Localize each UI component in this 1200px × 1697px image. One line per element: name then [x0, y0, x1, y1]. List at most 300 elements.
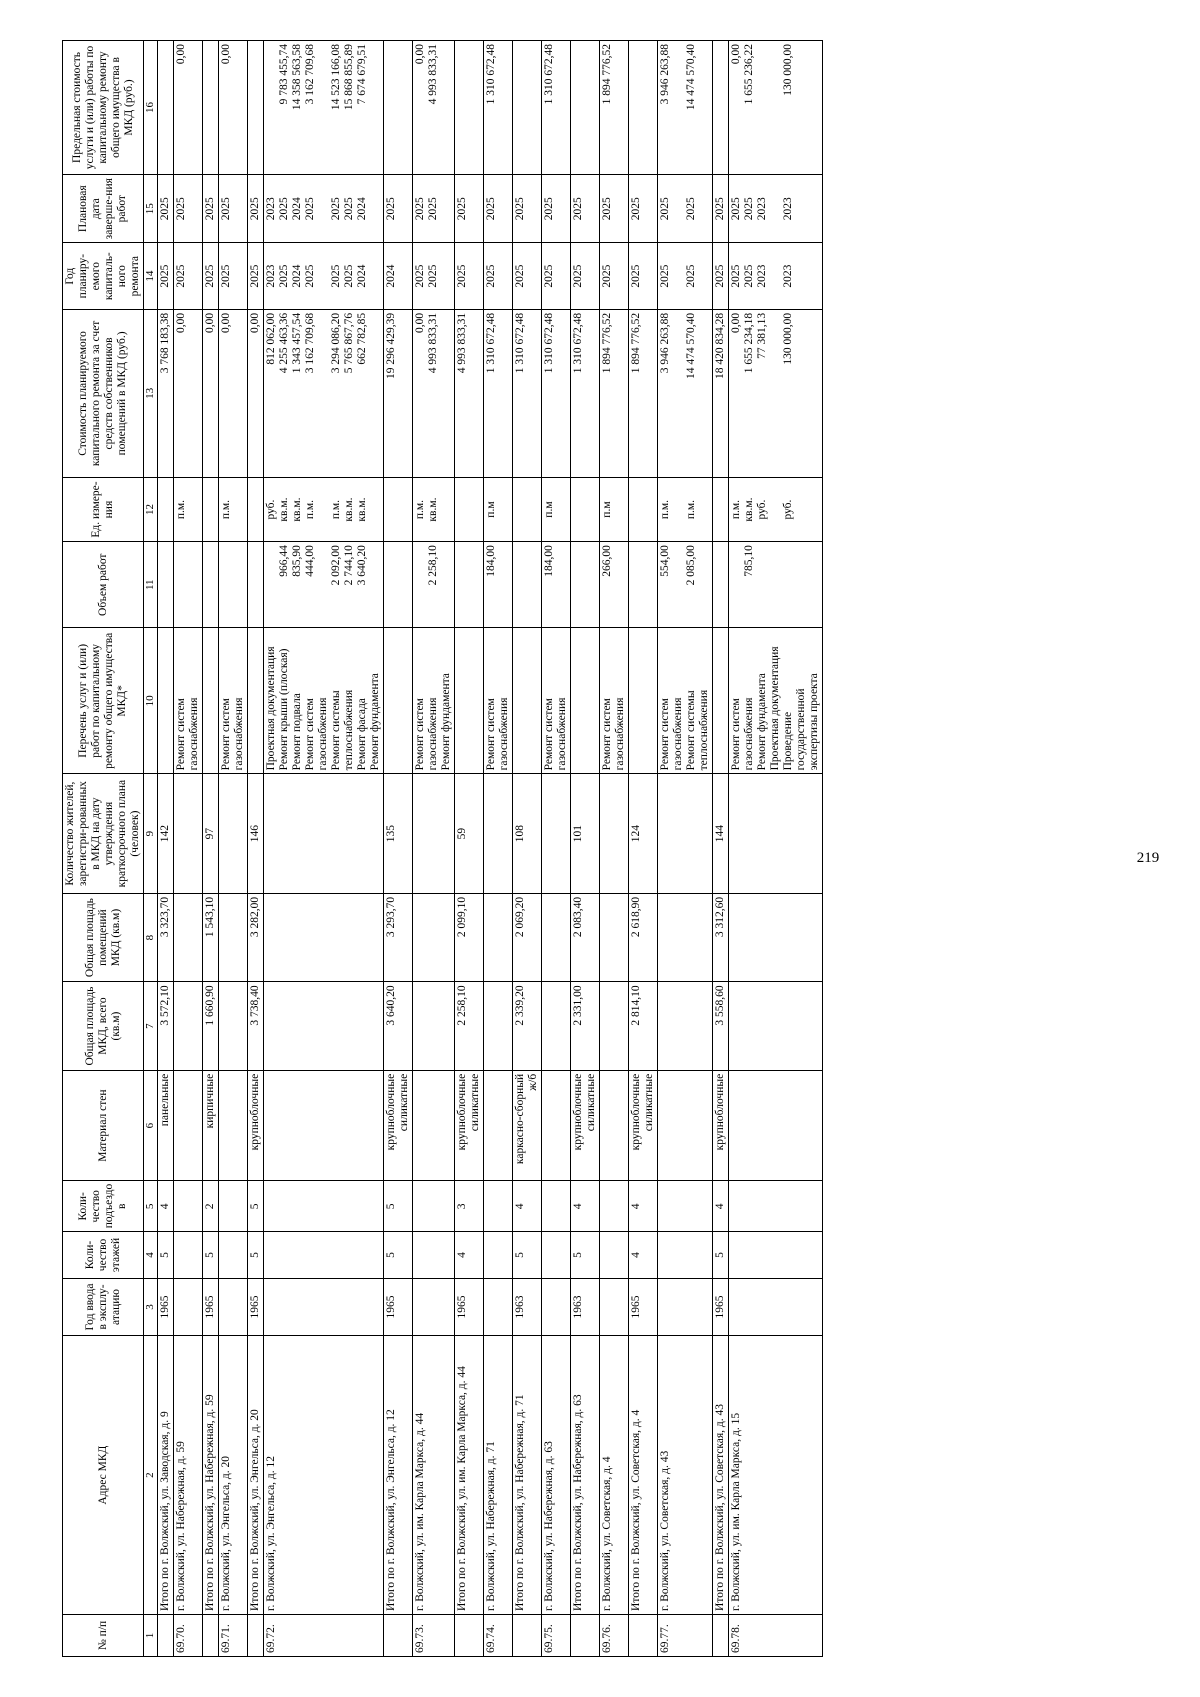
table-cell [455, 309, 484, 477]
table-cell [248, 309, 264, 477]
table-cell [713, 893, 729, 981]
table-cell [219, 174, 248, 243]
table-cell [571, 309, 600, 477]
table-cell [729, 1336, 823, 1615]
table-cell [658, 628, 713, 774]
table-cell [248, 1614, 264, 1656]
cell-text: Ремонт систем газоснабжения Ремонт системы теплоснабжения [659, 689, 710, 771]
cell-text: 69.77. [659, 1624, 671, 1653]
cell-text [659, 1184, 672, 1228]
cell-text: 2025 [485, 197, 497, 221]
cell-text: 2025 [175, 264, 187, 288]
table-cell [729, 477, 823, 541]
table-cell [174, 628, 203, 774]
table-cell [174, 174, 203, 243]
table-cell [542, 1232, 571, 1278]
cell-text: 2025 [572, 264, 584, 288]
table-cell [484, 477, 513, 541]
table-cell [174, 1232, 203, 1278]
table-cell [455, 41, 484, 175]
table-cell [542, 1070, 571, 1181]
cell-text: Итого по г. Волжский, ул. им. Карла Маркса, д. 44 [456, 1366, 468, 1611]
cell-text: 146 [249, 824, 261, 843]
cell-text [414, 1282, 427, 1333]
cell-text [159, 1618, 172, 1653]
table-cell [571, 893, 600, 981]
table-cell [600, 174, 629, 243]
table-cell [513, 41, 542, 175]
cell-text: 18 420 834,28 [714, 312, 726, 379]
cell-text: 5 [249, 1252, 261, 1258]
table-cell [248, 1278, 264, 1336]
table-cell [158, 774, 174, 893]
table-row-object [219, 41, 248, 1657]
cell-text [601, 985, 614, 1066]
cell-text: крупноблочные силикатные [456, 1073, 481, 1151]
table-cell [484, 1181, 513, 1232]
table-cell [713, 41, 729, 175]
table-cell [413, 1232, 455, 1278]
cell-text: панельные [159, 1073, 171, 1127]
cell-text [249, 631, 262, 770]
table-cell [203, 309, 219, 477]
cell-text: 5 [514, 1252, 526, 1258]
cell-text [175, 985, 188, 1066]
table-cell [203, 628, 219, 774]
table-cell [713, 243, 729, 309]
table-cell [542, 1278, 571, 1336]
column-number: 4 [144, 1232, 158, 1278]
table-cell [600, 1232, 629, 1278]
cell-text: 2025 [175, 197, 187, 221]
table-cell [629, 1070, 658, 1181]
cell-text: 19 296 429,39 [385, 312, 397, 379]
cell-text: п.м. [220, 499, 232, 520]
table-cell [203, 893, 219, 981]
table-cell [413, 542, 455, 628]
cell-text: 2025 [601, 197, 613, 221]
cell-text [730, 897, 743, 978]
table-cell [203, 41, 219, 175]
cell-text [659, 1074, 672, 1178]
table-row-object [484, 41, 513, 1657]
table-cell [658, 309, 713, 477]
cell-text: 2025 2025 [414, 264, 439, 288]
cell-text: 2025 [204, 197, 216, 221]
table-cell [629, 1278, 658, 1336]
cell-text [630, 481, 643, 538]
table-cell [484, 893, 513, 981]
cell-text [220, 777, 233, 889]
cell-text [249, 545, 262, 624]
cell-text: 1 543,10 [204, 896, 216, 938]
table-cell [264, 477, 384, 541]
cell-text [414, 777, 427, 889]
table-cell [658, 1070, 713, 1181]
cell-text: 69.74. [485, 1624, 497, 1653]
cell-text: 2025 [249, 197, 261, 221]
cell-text [414, 1074, 427, 1178]
table-cell [413, 1278, 455, 1336]
cell-text [485, 985, 498, 1066]
cell-text [220, 1235, 233, 1274]
cell-text: 2025 [159, 264, 171, 288]
table-cell [713, 1232, 729, 1278]
table-cell [174, 982, 203, 1070]
table-cell [264, 41, 384, 175]
table-cell [174, 1181, 203, 1232]
cell-text: г. Волжский, ул. Советская, д. 43 [659, 1450, 671, 1611]
table-cell [455, 477, 484, 541]
table-row-total [158, 41, 174, 1657]
cell-text: 2025 [485, 264, 497, 288]
table-row-object [658, 41, 713, 1657]
cell-text: 1965 [714, 1295, 726, 1319]
cell-text: 9 783 455,74 14 358 563,58 3 162 709,68 14 523 166,08 15 868 855,89 7 674 679,51 [278, 44, 368, 111]
cell-text [175, 1282, 188, 1333]
cell-text [414, 897, 427, 978]
table-cell [713, 1614, 729, 1656]
table-cell [384, 1070, 413, 1181]
table-cell [729, 1278, 823, 1336]
cell-text [630, 44, 643, 171]
cell-text [543, 777, 556, 889]
table-cell [658, 243, 713, 309]
cell-text: 69.70. [175, 1624, 187, 1653]
table-cell [384, 628, 413, 774]
table-cell [629, 243, 658, 309]
column-number: 1 [144, 1614, 158, 1656]
cell-text [730, 1282, 743, 1333]
cell-text [385, 481, 398, 538]
table-body [158, 41, 823, 1657]
table-cell [384, 774, 413, 893]
header-cell: Количество жителей, зарегистри-рованных в МКД на дату утверждения краткосрочного плана (человек) [63, 774, 144, 893]
header-cell: Год планиру-емого капиталь-ного ремонта [63, 243, 144, 309]
table-cell [729, 41, 823, 175]
cell-text: Ремонт систем газоснабжения [543, 697, 568, 771]
table-cell [600, 41, 629, 175]
cell-text [543, 1282, 556, 1333]
table-cell [413, 1181, 455, 1232]
table-cell [174, 309, 203, 477]
header-cell: Адрес МКД [63, 1336, 144, 1615]
table-cell [264, 243, 384, 309]
table-row-object [174, 41, 203, 1657]
table-cell [729, 542, 823, 628]
cell-text [220, 1184, 233, 1228]
table-cell [513, 774, 542, 893]
cell-text: 1 310 672,48 [514, 312, 526, 374]
cell-text [659, 985, 672, 1066]
cell-text: п.м. кв.м. руб. руб. [730, 497, 794, 522]
table-cell [203, 542, 219, 628]
column-number: 7 [144, 982, 158, 1070]
cell-text: 2025 2025 2023 2023 [730, 197, 794, 221]
cell-text: 0,00 [175, 312, 187, 333]
table-cell [384, 1181, 413, 1232]
cell-text: 1 894 776,52 [601, 312, 613, 374]
table-cell [571, 41, 600, 175]
header-cell: Общая площадь помещений МКД (кв.м) [63, 893, 144, 981]
cell-text: 2 814,10 [630, 985, 642, 1026]
column-number: 5 [144, 1181, 158, 1232]
table-cell [571, 1181, 600, 1232]
cell-text: 4 [514, 1203, 526, 1210]
cell-text: Итого по г. Волжский, ул. Советская, д. 4 [630, 1409, 642, 1611]
cell-text [414, 1235, 427, 1274]
cell-text: 2025 [220, 264, 232, 288]
cell-text: п.м. п.м. [659, 499, 697, 520]
cell-text: 1965 [456, 1295, 468, 1319]
table-cell [484, 41, 513, 175]
cell-text [249, 481, 262, 538]
cell-text: 1965 [159, 1295, 171, 1319]
cell-text: 2 331,00 [572, 985, 584, 1026]
cell-text [385, 545, 398, 624]
cell-text [714, 631, 727, 770]
cell-text [456, 1618, 469, 1653]
cell-text: 184,00 [543, 545, 555, 577]
table-cell [629, 41, 658, 175]
table-cell [571, 1614, 600, 1656]
cell-text: 2025 [204, 264, 216, 288]
table-cell [248, 243, 264, 309]
table-cell [484, 1232, 513, 1278]
cell-text: 2025 [159, 197, 171, 221]
cell-text: 554,00 2 085,00 [659, 545, 697, 586]
cell-text [385, 44, 398, 171]
cell-text [485, 1235, 498, 1274]
table-cell [413, 1614, 455, 1656]
table-cell [542, 477, 571, 541]
cell-text: крупноблочные силикатные [630, 1073, 655, 1151]
table-row-total [248, 41, 264, 1657]
cell-text: 1965 [385, 1295, 397, 1319]
table-row-total [571, 41, 600, 1657]
cell-text: 1 310 672,48 [572, 312, 584, 374]
table-cell [413, 982, 455, 1070]
table-cell [600, 1181, 629, 1232]
table-cell [174, 1614, 203, 1656]
cell-text [456, 44, 469, 171]
table-cell [713, 628, 729, 774]
table-cell [264, 1181, 384, 1232]
cell-text: 4 993 833,31 [456, 312, 468, 374]
table-cell [571, 243, 600, 309]
table-cell [174, 542, 203, 628]
table-cell [384, 1336, 413, 1615]
cell-text: п.м. кв.м. [414, 497, 439, 522]
cell-text: руб. кв.м. кв.м. п.м. п.м. кв.м. кв.м. [265, 497, 368, 522]
cell-text: 135 [385, 824, 397, 843]
cell-text: 0,00 [220, 312, 232, 333]
table-cell [455, 1336, 484, 1615]
cell-text: г. Волжский, ул. им. Карла Маркса, д. 15 [730, 1412, 742, 1611]
table-cell [629, 174, 658, 243]
table-cell [264, 309, 384, 477]
table-cell [455, 174, 484, 243]
cell-text: 2025 2025 [659, 197, 697, 221]
capital-repair-table [62, 40, 823, 1657]
cell-text [659, 1235, 672, 1274]
cell-text [659, 1282, 672, 1333]
cell-text: 5 [159, 1252, 171, 1258]
table-cell [729, 243, 823, 309]
table-cell [158, 243, 174, 309]
table-cell [203, 1278, 219, 1336]
cell-text [543, 897, 556, 978]
table-cell [174, 243, 203, 309]
cell-text: 5 [385, 1203, 397, 1210]
cell-text: 2025 [514, 197, 526, 221]
table-cell [571, 1278, 600, 1336]
table-cell [600, 982, 629, 1070]
cell-text [385, 631, 398, 770]
table-cell [658, 477, 713, 541]
cell-text [485, 1074, 498, 1178]
cell-text [175, 777, 188, 889]
column-number: 2 [144, 1336, 158, 1615]
table-cell [513, 1614, 542, 1656]
table-cell [513, 542, 542, 628]
cell-text: Итого по г. Волжский, ул. Энгельса, д. 12 [385, 1409, 397, 1611]
cell-text: 0,00 4 993 833,31 [414, 312, 439, 374]
table-cell [658, 1336, 713, 1615]
table-cell [513, 477, 542, 541]
table-cell [158, 309, 174, 477]
table-cell [600, 893, 629, 981]
table-cell [219, 309, 248, 477]
cell-text: г. Волжский, ул. Советская, д. 4 [601, 1456, 613, 1611]
table-cell [542, 1181, 571, 1232]
header-cell: Плановая дата заверше-ния работ [63, 174, 144, 243]
cell-text [159, 44, 172, 171]
table-cell [219, 41, 248, 175]
cell-text [265, 1235, 278, 1274]
cell-text [514, 44, 527, 171]
table-cell [729, 309, 823, 477]
table-cell [484, 1614, 513, 1656]
cell-text: 1965 [249, 1295, 261, 1319]
table-cell [713, 1336, 729, 1615]
cell-text: 2025 [456, 197, 468, 221]
table-cell [713, 982, 729, 1070]
table-cell [658, 893, 713, 981]
cell-text [265, 777, 278, 889]
cell-text: 0,00 1 655 234,18 77 381,13 130 000,00 [730, 312, 794, 374]
table-cell [542, 774, 571, 893]
table-cell [264, 1070, 384, 1181]
table-cell [384, 174, 413, 243]
table-cell [248, 893, 264, 981]
table-cell [264, 1278, 384, 1336]
header-cell: Предельная стоимость услуги и (или) работы по капитальному ремонту общего имущества в МКД (руб.) [63, 41, 144, 175]
cell-text [714, 44, 727, 171]
cell-text [204, 545, 217, 624]
table-cell [600, 477, 629, 541]
table-cell [542, 174, 571, 243]
table-cell [484, 982, 513, 1070]
cell-text: Итого по г. Волжский, ул. Набережная, д. 63 [572, 1394, 584, 1611]
table-cell [513, 1232, 542, 1278]
table-row-total [203, 41, 219, 1657]
cell-text [175, 1184, 188, 1228]
table-cell [203, 1232, 219, 1278]
table-row-object [413, 41, 455, 1657]
table-cell [248, 628, 264, 774]
column-number: 13 [144, 309, 158, 477]
cell-text [414, 1184, 427, 1228]
cell-text: Ремонт систем газоснабжения Ремонт фундамента Проектная документация Проведение государственной экспертизы проекта [730, 646, 820, 771]
table-cell [264, 1232, 384, 1278]
table-cell [413, 174, 455, 243]
header-row [63, 41, 144, 1657]
cell-text: Итого по г. Волжский, ул. Энгельса, д. 20 [249, 1409, 261, 1611]
cell-text: 2023 2025 2024 2025 2025 2025 2024 [265, 264, 368, 288]
table-cell [571, 1070, 600, 1181]
cell-text: 3 558,60 [714, 985, 726, 1026]
cell-text [514, 631, 527, 770]
table-cell [203, 174, 219, 243]
cell-text [601, 897, 614, 978]
table-cell [158, 1181, 174, 1232]
table-cell [203, 477, 219, 541]
table-cell [219, 1336, 248, 1615]
cell-text [630, 631, 643, 770]
table-cell [658, 1614, 713, 1656]
cell-text: 2 258,10 [456, 985, 468, 1026]
table-cell [174, 477, 203, 541]
table-cell [413, 1336, 455, 1615]
table-cell [219, 628, 248, 774]
table-cell [158, 1614, 174, 1656]
cell-text: 142 [159, 824, 171, 843]
table-cell [455, 1070, 484, 1181]
table-cell [248, 1070, 264, 1181]
table-cell [158, 1336, 174, 1615]
header-cell: Объем работ [63, 542, 144, 628]
cell-text: Итого по г. Волжский, ул. Набережная, д. 71 [514, 1394, 526, 1611]
table-cell [713, 477, 729, 541]
cell-text: 1 310 672,48 [543, 44, 555, 105]
cell-text: 2025 [543, 264, 555, 288]
cell-text: г. Волжский, ул. Набережная, д. 59 [175, 1441, 187, 1611]
cell-text: 3 946 263,88 14 474 570,40 [659, 44, 697, 111]
cell-text: 101 [572, 824, 584, 843]
table-cell [484, 774, 513, 893]
table-cell [729, 893, 823, 981]
table-cell [203, 243, 219, 309]
table-cell [455, 982, 484, 1070]
header-cell: Материал стен [63, 1070, 144, 1181]
cell-text [572, 44, 585, 171]
cell-text: 785,10 [743, 545, 755, 577]
table-cell [203, 982, 219, 1070]
table-cell [600, 1070, 629, 1181]
cell-text [220, 897, 233, 978]
cell-text: 2025 [572, 197, 584, 221]
table-cell [600, 628, 629, 774]
table-cell [219, 893, 248, 981]
column-number: 8 [144, 893, 158, 981]
cell-text [265, 1074, 278, 1178]
table-cell [629, 1181, 658, 1232]
table-cell [629, 542, 658, 628]
table-cell [571, 174, 600, 243]
table-cell [174, 774, 203, 893]
table-cell [264, 542, 384, 628]
